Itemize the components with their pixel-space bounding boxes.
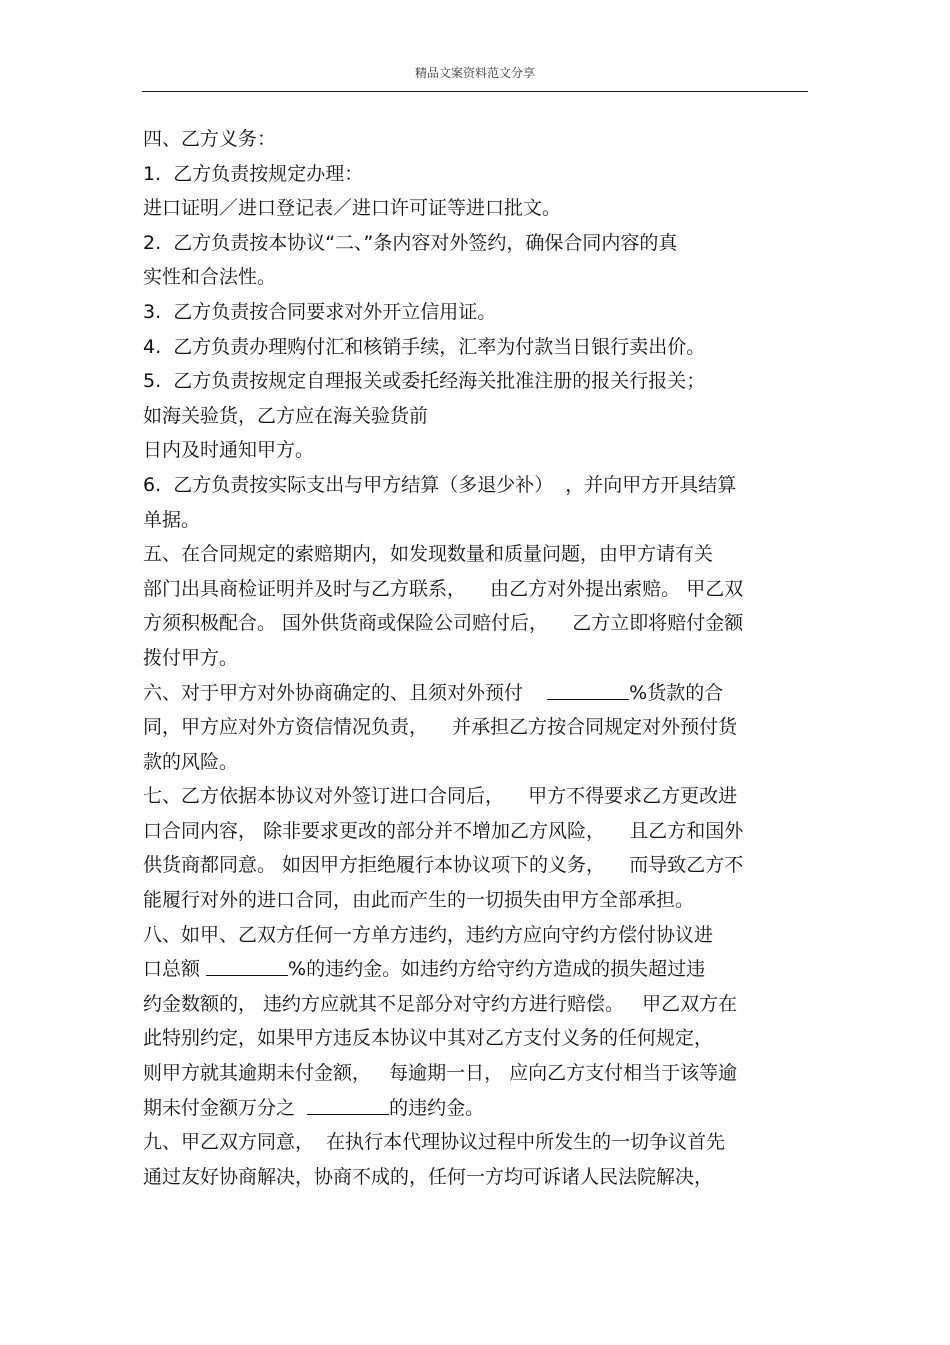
text-line: [143, 814, 823, 849]
text-line: [143, 468, 823, 503]
text-segment: 期未付金额万分之: [143, 1096, 308, 1119]
text-segment: %货款的合: [629, 681, 724, 704]
text-line: [143, 1091, 823, 1126]
text-line: [143, 918, 823, 953]
text-segment: 八、如甲、乙双方任何一方单方违约，违约方应向守约方偿付协议进: [143, 923, 714, 946]
text-line: [143, 226, 823, 261]
text-segment: 款的风险。: [143, 750, 239, 773]
text-line: [143, 399, 823, 434]
text-segment: 口总额: [143, 958, 207, 981]
text-segment: 2. 乙方负责按本协议“二、”条内容对外签约，确保合同内容的真: [143, 231, 678, 254]
text-line: [143, 641, 823, 676]
text-segment: 单据。: [143, 508, 201, 531]
text-segment: 6. 乙方负责按实际支出与甲方结算（多退少补） ，并向甲方开具结算: [143, 473, 737, 496]
text-segment: 1. 乙方负责按规定办理：: [143, 162, 364, 185]
text-line: [143, 745, 823, 780]
text-line: [143, 710, 823, 745]
text-line: [143, 295, 823, 330]
text-segment: 部门出具商检证明并及时与乙方联系， 由乙方对外提出索赔。 甲乙双: [143, 577, 744, 600]
fill-in-blank: [307, 1095, 389, 1115]
text-line: [143, 191, 823, 226]
text-segment: 进口证明／进口登记表／进口许可证等进口批文。: [143, 197, 562, 220]
text-segment: 约金数额的， 违约方应就其不足部分对守约方进行赔偿。 甲乙双方在: [143, 992, 738, 1015]
text-line: [143, 1125, 823, 1160]
text-line: [143, 987, 823, 1022]
text-segment: 口合同内容， 除非要求更改的部分并不增加乙方风险， 且乙方和国外: [143, 819, 744, 842]
text-line: [143, 122, 823, 157]
text-segment: 4. 乙方负责办理购付汇和核销手续，汇率为付款当日银行卖出价。: [143, 335, 706, 358]
fill-in-blank: [206, 956, 288, 976]
text-segment: 供货商都同意。 如因甲方拒绝履行本协议项下的义务， 而导致乙方不: [143, 854, 744, 877]
text-line: [143, 952, 823, 987]
text-segment: 方须积极配合。 国外供货商或保险公司赔付后， 乙方立即将赔付金额: [143, 612, 744, 635]
text-segment: 六、对于甲方对外协商确定的、且须对外预付: [143, 681, 548, 704]
header-divider: [142, 91, 808, 92]
page-header: 精品文案资料范文分享: [414, 66, 535, 80]
text-segment: 3. 乙方负责按合同要求对外开立信用证。: [143, 300, 497, 323]
text-segment: 四、乙方义务：: [143, 128, 277, 150]
text-line: [143, 676, 823, 711]
text-line: [143, 503, 823, 538]
text-line: [143, 848, 823, 883]
text-line: [143, 606, 823, 641]
text-line: [143, 330, 823, 365]
text-line: [143, 779, 823, 814]
text-segment: 拨付甲方。: [143, 646, 239, 669]
text-segment: 则甲方就其逾期未付金额， 每逾期一日， 应向乙方支付相当于该等逾: [143, 1062, 738, 1085]
document-body: [143, 122, 823, 1194]
fill-in-blank: [547, 680, 629, 700]
text-segment: 能履行对外的进口合同，由此而产生的一切损失由甲方全部承担。: [143, 889, 695, 912]
text-line: [143, 883, 823, 918]
text-line: [143, 537, 823, 572]
text-segment: 此特别约定，如果甲方违反本协议中其对乙方支付义务的任何规定，: [143, 1027, 714, 1050]
text-line: [143, 260, 823, 295]
text-line: [143, 364, 823, 399]
text-segment: %的违约金。如违约方给守约方造成的损失超过违: [288, 958, 706, 981]
text-line: [143, 1021, 823, 1056]
text-line: [143, 433, 823, 468]
text-segment: 同，甲方应对外方资信情况负责， 并承担乙方按合同规定对外预付货: [143, 716, 738, 739]
text-segment: 实性和合法性。: [143, 266, 277, 289]
text-segment: 九、甲乙双方同意， 在执行本代理协议过程中所发生的一切争议首先: [143, 1131, 726, 1154]
text-line: [143, 1160, 823, 1195]
text-segment: 五、在合同规定的索赔期内，如发现数量和质量问题，由甲方请有关: [143, 543, 714, 566]
text-segment: 的违约金。: [389, 1096, 485, 1119]
text-line: [143, 1056, 823, 1091]
text-segment: 如海关验货，乙方应在海关验货前: [143, 404, 429, 427]
text-segment: 日内及时通知甲方。: [143, 439, 315, 462]
text-segment: 5. 乙方负责按规定自理报关或委托经海关批准注册的报关行报关；: [143, 370, 706, 393]
text-segment: 通过友好协商解决，协商不成的，任何一方均可诉诸人民法院解决，: [143, 1165, 714, 1188]
text-segment: 七、乙方依据本协议对外签订进口合同后， 甲方不得要求乙方更改进: [143, 785, 738, 808]
text-line: [143, 572, 823, 607]
text-line: [143, 157, 823, 192]
